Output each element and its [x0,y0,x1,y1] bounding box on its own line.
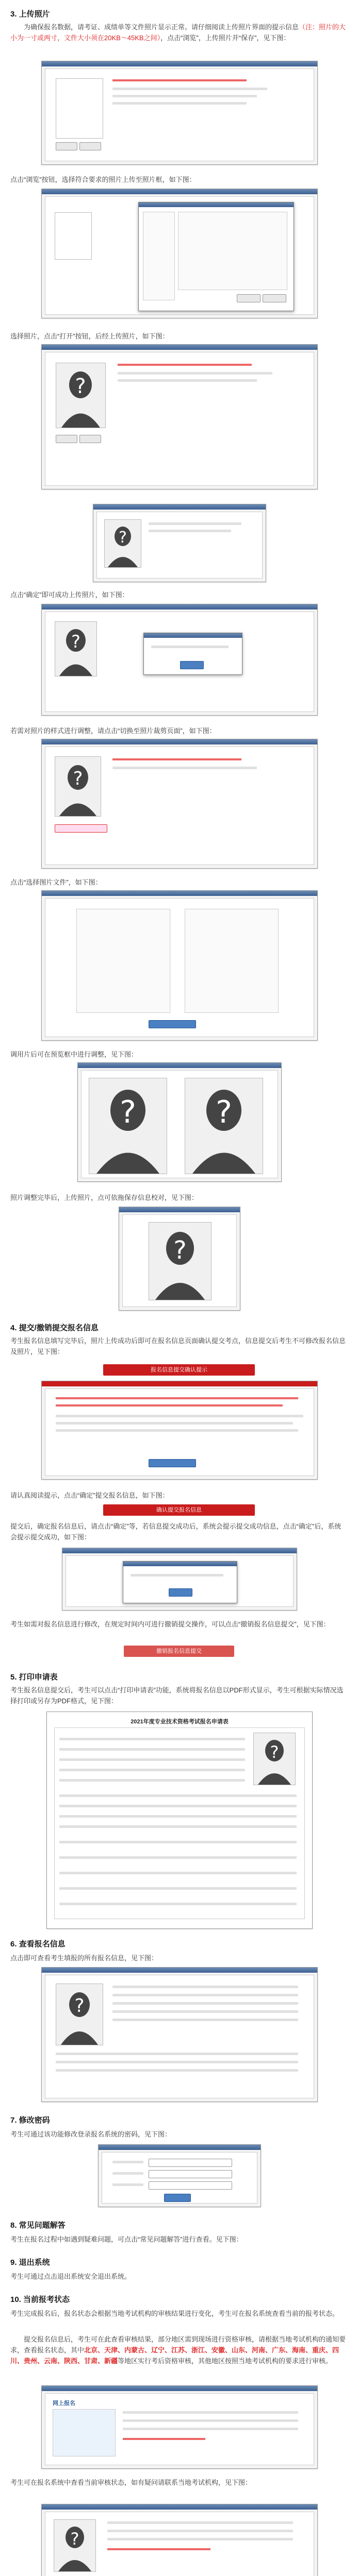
svg-text:?: ? [75,375,86,398]
file-dialog-screenshot [41,189,318,318]
crop-switch-screenshot [41,739,318,869]
section-heading-faq: 8. 常见问题解答 [10,2221,66,2230]
submit-text-1: 考生报名信息填写完毕后，照片上传成功后即可在报名信息页面确认提交考点，信息提交后考生不可修改报名信息及照片，见下图： [10,1337,346,1355]
logout-text-1: 考生可通过点击退出系统安全退出系统。 [10,2273,132,2280]
password-text-1: 考生可通过该功能修改登录报名系统的密码，见下图： [10,2130,172,2138]
view-info-screenshot [41,1967,318,2102]
print-form-title: 2021年度专业技术资格考试报名申请表 [131,1719,229,1725]
svg-text:?: ? [70,2529,79,2549]
local-text-4: 考生可在报名系统中查看当前审核状态，如有疑问请联系当地考试机构，见下图： [10,2479,252,2486]
photo-uploaded-screenshot [41,344,318,489]
cancel-submit-button[interactable]: 撤销报名信息提交 [124,1646,234,1657]
view-text-1: 点击即可查看考生填报的所有报名信息，见下图： [10,1954,158,1962]
silhouette-icon [56,1984,103,2045]
old-password-field[interactable] [149,2159,232,2167]
svg-text:?: ? [173,1236,187,1265]
section-heading-print: 5. 打印申请表 [10,1673,58,1682]
uploaded-photo [56,363,106,428]
print-form-screenshot [46,1711,313,1929]
section-heading-view: 6. 查看报名信息 [10,1940,66,1948]
local-status-screenshot [41,2385,318,2469]
upload-form-screenshot [41,61,318,165]
switch-to-crop-button[interactable] [55,824,107,833]
step-adjust: 调用片后可在预览框中进行调整，见下图： [10,1050,138,1058]
silhouette-icon [149,1223,211,1300]
submit-confirm-banner[interactable]: 报名信息提交确认提示 [103,1364,255,1376]
silhouette-icon [105,520,141,567]
change-password-screenshot [98,2144,261,2207]
silhouette-icon [254,1733,295,1785]
submit-text-3: 提交后，确定报名信息后，请点击“确定”等，若信息提交成功后，系统会提示提交成功信息，点击“确定”后，系统会提示提交成功，如下图： [10,1522,341,1541]
silhouette-icon [185,1078,263,1174]
local-text-1: 考生完成报名后，报名状态会根据当地考试机构的审核结果进行变化，考生可在报名系统查看当前的报考状态。 [10,2310,339,2317]
svg-text:?: ? [119,529,127,547]
upload-intro: 为确保报名数据，请考证、成绩单等文件照片显示正常。请仔细阅读上传照片界面的提示信息（注：照片的大小为一寸或两寸，文件大小须在20KB～45KB之间），点击“浏览”，上传照片并“保存”，见下图： [10,23,346,42]
faq-text-1: 考生在报名过程中如遇到疑难问题，可点击“常见问题解答”进行查看。见下图： [10,2235,243,2243]
svg-text:?: ? [73,768,83,789]
section-heading-local: 10. 当前报考状态 [10,2295,70,2304]
submit-confirm-banner-2[interactable]: 确认提交报名信息 [103,1504,255,1516]
confirm-password-field[interactable] [149,2181,232,2190]
section-heading-password: 7. 修改密码 [10,2116,50,2125]
step-crop: 若需对照片的样式进行调整，请点击“切换至照片裁剪页面”，如下图： [10,727,216,735]
silhouette-icon [89,1078,167,1174]
svg-text:?: ? [71,632,81,652]
preview-screenshot [93,504,266,582]
step-browse: 点击“浏览”按钮，选择符合要求的照片上传至照片框，如下图： [10,176,196,183]
section-heading-logout: 9. 退出系统 [10,2258,50,2267]
submit-text-4: 考生如需对报名信息进行修改，在规定时间内可进行撤销提交操作，可以点击“撤销报名信息提交”，见下图： [10,1620,330,1628]
step-open: 选择照片，点击“打开”按钮，后经上传照片，如下图： [10,332,169,340]
step-confirm: 点击“确定”即可成功上传照片，如下图： [10,591,129,599]
step-save: 照片调整完毕后，上传照片，点可依拖保存信息校对，见下图： [10,1194,199,1201]
svg-text:?: ? [74,1995,85,2016]
section-heading-submit: 4. 提交/撤销提交报名信息 [10,1324,99,1332]
submit-notice-screenshot [41,1381,318,1480]
saved-photo-screenshot [119,1207,240,1311]
select-file-screenshot [41,890,318,1041]
success-dialog [143,633,242,675]
submit-text-2: 请认真阅读提示，点击“确定”提交报名信息，如下图： [10,1492,169,1499]
select-image-file-button[interactable] [149,1020,196,1028]
submit-success-screenshot [62,1548,297,1611]
silhouette-icon [56,363,105,428]
audit-status-screenshot [41,2504,318,2576]
save-password-button[interactable] [164,2194,191,2202]
print-text-1: 考生报名信息提交后，考生可以点击“打印申请表”功能，系统将报名信息以PDF形式显示，考生可根据实际情况选择打印或另存为PDF格式，见下图： [10,1686,344,1705]
silhouette-icon [55,757,101,816]
panel-title: 网上报名 [53,2400,75,2406]
svg-text:?: ? [120,1094,136,1130]
ok-button[interactable] [180,661,204,669]
open-file-dialog [138,202,294,311]
silhouette-icon [55,622,96,676]
local-text-2: 提交报名信息后，考生可在此查看审核结果，部分地区需到现场进行资格审核，请根据当地考试机构的通知要求，查看报名状态，其中北京、天津、内蒙古、辽宁、江苏、浙江、安徽、山东、河南、广东、海南、重庆、四川、贵州、云南、陕西、甘肃、新疆等地区实行考后资格审核，其他地区按照当地考试机构的要求进行审核。 [10,2335,346,2365]
adjust-screenshot [77,1062,282,1182]
section-heading-upload-photo: 3. 上传照片 [10,10,50,19]
step-select: 点击“选择图片文件”，如下图： [10,878,102,886]
new-password-field[interactable] [149,2170,232,2178]
confirm-dialog-screenshot [41,604,318,716]
silhouette-icon [54,2520,95,2571]
svg-text:?: ? [270,1742,279,1762]
svg-text:?: ? [216,1094,232,1130]
photo-placeholder [56,78,103,139]
